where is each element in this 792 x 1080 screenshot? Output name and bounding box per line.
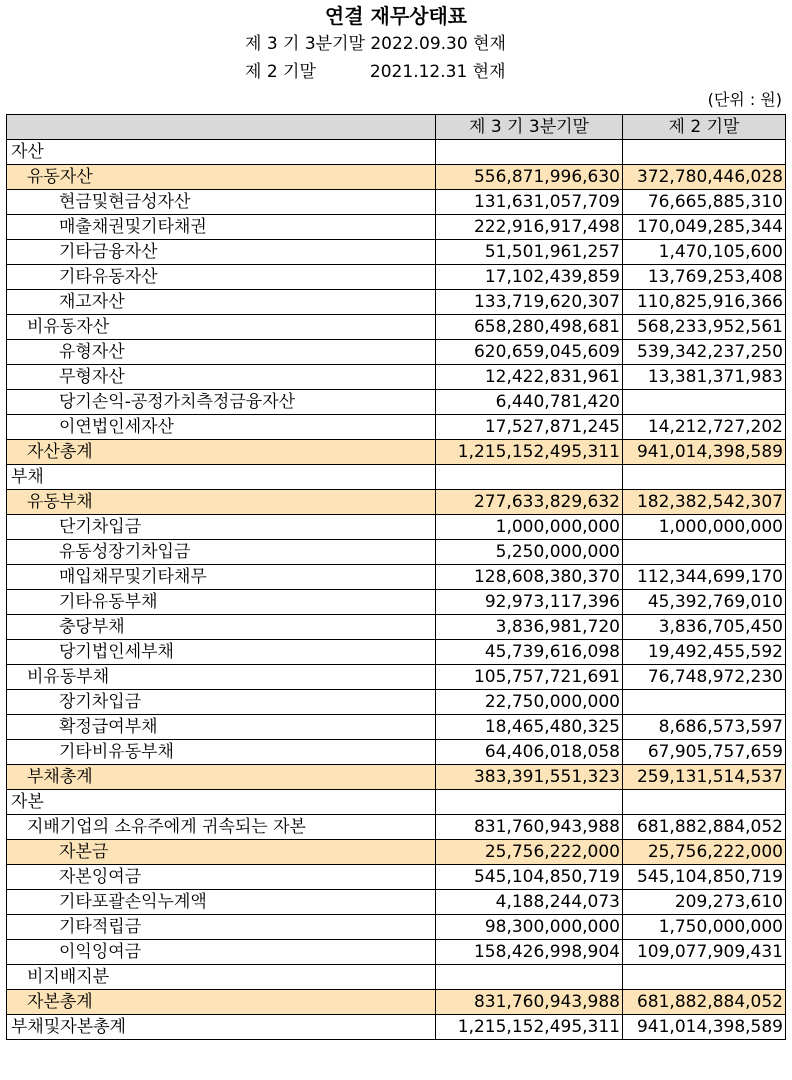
prior-period-value: 25,756,222,000 (623, 840, 786, 865)
account-label: 당기손익-공정가치측정금융자산 (7, 390, 436, 415)
account-label: 부채및자본총계 (7, 1015, 436, 1040)
prior-period-value: 13,769,253,408 (623, 265, 786, 290)
prior-period-value: 110,825,916,366 (623, 290, 786, 315)
current-period-value: 658,280,498,681 (436, 315, 623, 340)
current-period-value: 1,215,152,495,311 (436, 1015, 623, 1040)
account-label: 이익잉여금 (7, 940, 436, 965)
current-period-value: 17,527,871,245 (436, 415, 623, 440)
account-label: 매출채권및기타채권 (7, 215, 436, 240)
current-period-value: 831,760,943,988 (436, 990, 623, 1015)
prior-period-value (623, 465, 786, 490)
account-label: 유동성장기차입금 (7, 540, 436, 565)
account-label: 지배기업의 소유주에게 귀속되는 자본 (7, 815, 436, 840)
account-label: 매입채무및기타채무 (7, 565, 436, 590)
prior-period-value: 14,212,727,202 (623, 415, 786, 440)
prior-period-value: 941,014,398,589 (623, 1015, 786, 1040)
account-label: 기타유동자산 (7, 265, 436, 290)
unit-label: (단위 : 원) (707, 90, 782, 109)
prior-period-value: 1,470,105,600 (623, 240, 786, 265)
table-row (7, 640, 786, 665)
account-label: 단기차입금 (7, 515, 436, 540)
prior-period-value (623, 140, 786, 165)
header-prior-period: 제 2 기말 (623, 115, 786, 140)
table-row (7, 940, 786, 965)
prior-period-value (623, 390, 786, 415)
prior-period-value: 3,836,705,450 (623, 615, 786, 640)
table-row (7, 590, 786, 615)
prior-period-value: 568,233,952,561 (623, 315, 786, 340)
current-period-value: 545,104,850,719 (436, 865, 623, 890)
account-label: 유동부채 (7, 490, 436, 515)
table-row (7, 465, 786, 490)
current-period-value: 277,633,829,632 (436, 490, 623, 515)
current-period-value (436, 965, 623, 990)
prior-period-value (623, 965, 786, 990)
prior-period-value: 1,000,000,000 (623, 515, 786, 540)
table-row (7, 890, 786, 915)
period-current: 제 3 기 3분기말 2022.09.30 현재 (245, 34, 506, 54)
prior-period-value: 8,686,573,597 (623, 715, 786, 740)
account-label: 무형자산 (7, 365, 436, 390)
current-period-value: 6,440,781,420 (436, 390, 623, 415)
prior-period-value: 681,882,884,052 (623, 815, 786, 840)
current-period-value: 158,426,998,904 (436, 940, 623, 965)
current-period-value (436, 465, 623, 490)
current-period-value: 17,102,439,859 (436, 265, 623, 290)
account-label: 비유동자산 (7, 315, 436, 340)
table-row (7, 365, 786, 390)
period-prior: 제 2 기말 2021.12.31 현재 (245, 62, 506, 82)
current-period-value: 383,391,551,323 (436, 765, 623, 790)
current-period-value: 25,756,222,000 (436, 840, 623, 865)
table-row (7, 915, 786, 940)
current-period-value: 51,501,961,257 (436, 240, 623, 265)
prior-period-value: 112,344,699,170 (623, 565, 786, 590)
current-period-value: 133,719,620,307 (436, 290, 623, 315)
table-row (7, 315, 786, 340)
account-label: 비유동부채 (7, 665, 436, 690)
table-row (7, 865, 786, 890)
account-label: 현금및현금성자산 (7, 190, 436, 215)
table-row (7, 290, 786, 315)
table-row (7, 815, 786, 840)
table-row (7, 765, 786, 790)
table-row (7, 190, 786, 215)
table-row (7, 415, 786, 440)
account-label: 자본총계 (7, 990, 436, 1015)
table-row (7, 715, 786, 740)
prior-period-value: 19,492,455,592 (623, 640, 786, 665)
table-row (7, 215, 786, 240)
current-period-value: 4,188,244,073 (436, 890, 623, 915)
table-row (7, 565, 786, 590)
account-label: 기타포괄손익누계액 (7, 890, 436, 915)
table-body (7, 140, 786, 1040)
prior-period-value (623, 690, 786, 715)
prior-period-value: 182,382,542,307 (623, 490, 786, 515)
table-row (7, 790, 786, 815)
table-row (7, 490, 786, 515)
balance-sheet-table (6, 114, 786, 1040)
prior-period-value (623, 540, 786, 565)
prior-period-value: 109,077,909,431 (623, 940, 786, 965)
account-label: 유형자산 (7, 340, 436, 365)
account-label: 자산 (7, 140, 436, 165)
prior-period-value: 259,131,514,537 (623, 765, 786, 790)
account-label: 기타적립금 (7, 915, 436, 940)
account-label: 이연법인세자산 (7, 415, 436, 440)
prior-period-value: 941,014,398,589 (623, 440, 786, 465)
current-period-value: 5,250,000,000 (436, 540, 623, 565)
current-period-value: 128,608,380,370 (436, 565, 623, 590)
prior-period-value: 545,104,850,719 (623, 865, 786, 890)
table-row (7, 1015, 786, 1040)
prior-period-value: 170,049,285,344 (623, 215, 786, 240)
table-row (7, 540, 786, 565)
table-row (7, 665, 786, 690)
prior-period-value: 76,665,885,310 (623, 190, 786, 215)
current-period-value (436, 140, 623, 165)
account-label: 당기법인세부채 (7, 640, 436, 665)
current-period-value: 18,465,480,325 (436, 715, 623, 740)
current-period-value: 22,750,000,000 (436, 690, 623, 715)
current-period-value (436, 790, 623, 815)
account-label: 자산총계 (7, 440, 436, 465)
current-period-value: 12,422,831,961 (436, 365, 623, 390)
current-period-value: 3,836,981,720 (436, 615, 623, 640)
prior-period-value (623, 790, 786, 815)
statement-title: 연결 재무상태표 (324, 4, 468, 28)
header-current-period: 제 3 기 3분기말 (436, 115, 623, 140)
account-label: 기타유동부채 (7, 590, 436, 615)
table-row (7, 440, 786, 465)
prior-period-value: 1,750,000,000 (623, 915, 786, 940)
table-row (7, 990, 786, 1015)
table-row (7, 340, 786, 365)
table-row (7, 240, 786, 265)
prior-period-value: 681,882,884,052 (623, 990, 786, 1015)
current-period-value: 222,916,917,498 (436, 215, 623, 240)
current-period-value: 64,406,018,058 (436, 740, 623, 765)
prior-period-value: 372,780,446,028 (623, 165, 786, 190)
prior-period-value: 539,342,237,250 (623, 340, 786, 365)
current-period-value: 556,871,996,630 (436, 165, 623, 190)
header-account (7, 115, 436, 140)
table-row (7, 515, 786, 540)
prior-period-value: 76,748,972,230 (623, 665, 786, 690)
account-label: 부채 (7, 465, 436, 490)
account-label: 장기차입금 (7, 690, 436, 715)
prior-period-value: 67,905,757,659 (623, 740, 786, 765)
account-label: 충당부채 (7, 615, 436, 640)
table-row (7, 390, 786, 415)
account-label: 비지배지분 (7, 965, 436, 990)
table-row (7, 615, 786, 640)
account-label: 기타비유동부채 (7, 740, 436, 765)
current-period-value: 1,215,152,495,311 (436, 440, 623, 465)
current-period-value: 92,973,117,396 (436, 590, 623, 615)
current-period-value: 105,757,721,691 (436, 665, 623, 690)
account-label: 확정급여부채 (7, 715, 436, 740)
current-period-value: 131,631,057,709 (436, 190, 623, 215)
prior-period-value: 13,381,371,983 (623, 365, 786, 390)
table-row (7, 690, 786, 715)
current-period-value: 45,739,616,098 (436, 640, 623, 665)
prior-period-value: 45,392,769,010 (623, 590, 786, 615)
table-row (7, 840, 786, 865)
account-label: 부채총계 (7, 765, 436, 790)
table-row (7, 965, 786, 990)
current-period-value: 98,300,000,000 (436, 915, 623, 940)
account-label: 유동자산 (7, 165, 436, 190)
current-period-value: 620,659,045,609 (436, 340, 623, 365)
table-header-row (7, 115, 786, 140)
account-label: 자본 (7, 790, 436, 815)
table-row (7, 140, 786, 165)
account-label: 기타금융자산 (7, 240, 436, 265)
account-label: 자본금 (7, 840, 436, 865)
table-row (7, 265, 786, 290)
table-row (7, 740, 786, 765)
account-label: 재고자산 (7, 290, 436, 315)
prior-period-value: 209,273,610 (623, 890, 786, 915)
table-row (7, 165, 786, 190)
account-label: 자본잉여금 (7, 865, 436, 890)
current-period-value: 831,760,943,988 (436, 815, 623, 840)
current-period-value: 1,000,000,000 (436, 515, 623, 540)
